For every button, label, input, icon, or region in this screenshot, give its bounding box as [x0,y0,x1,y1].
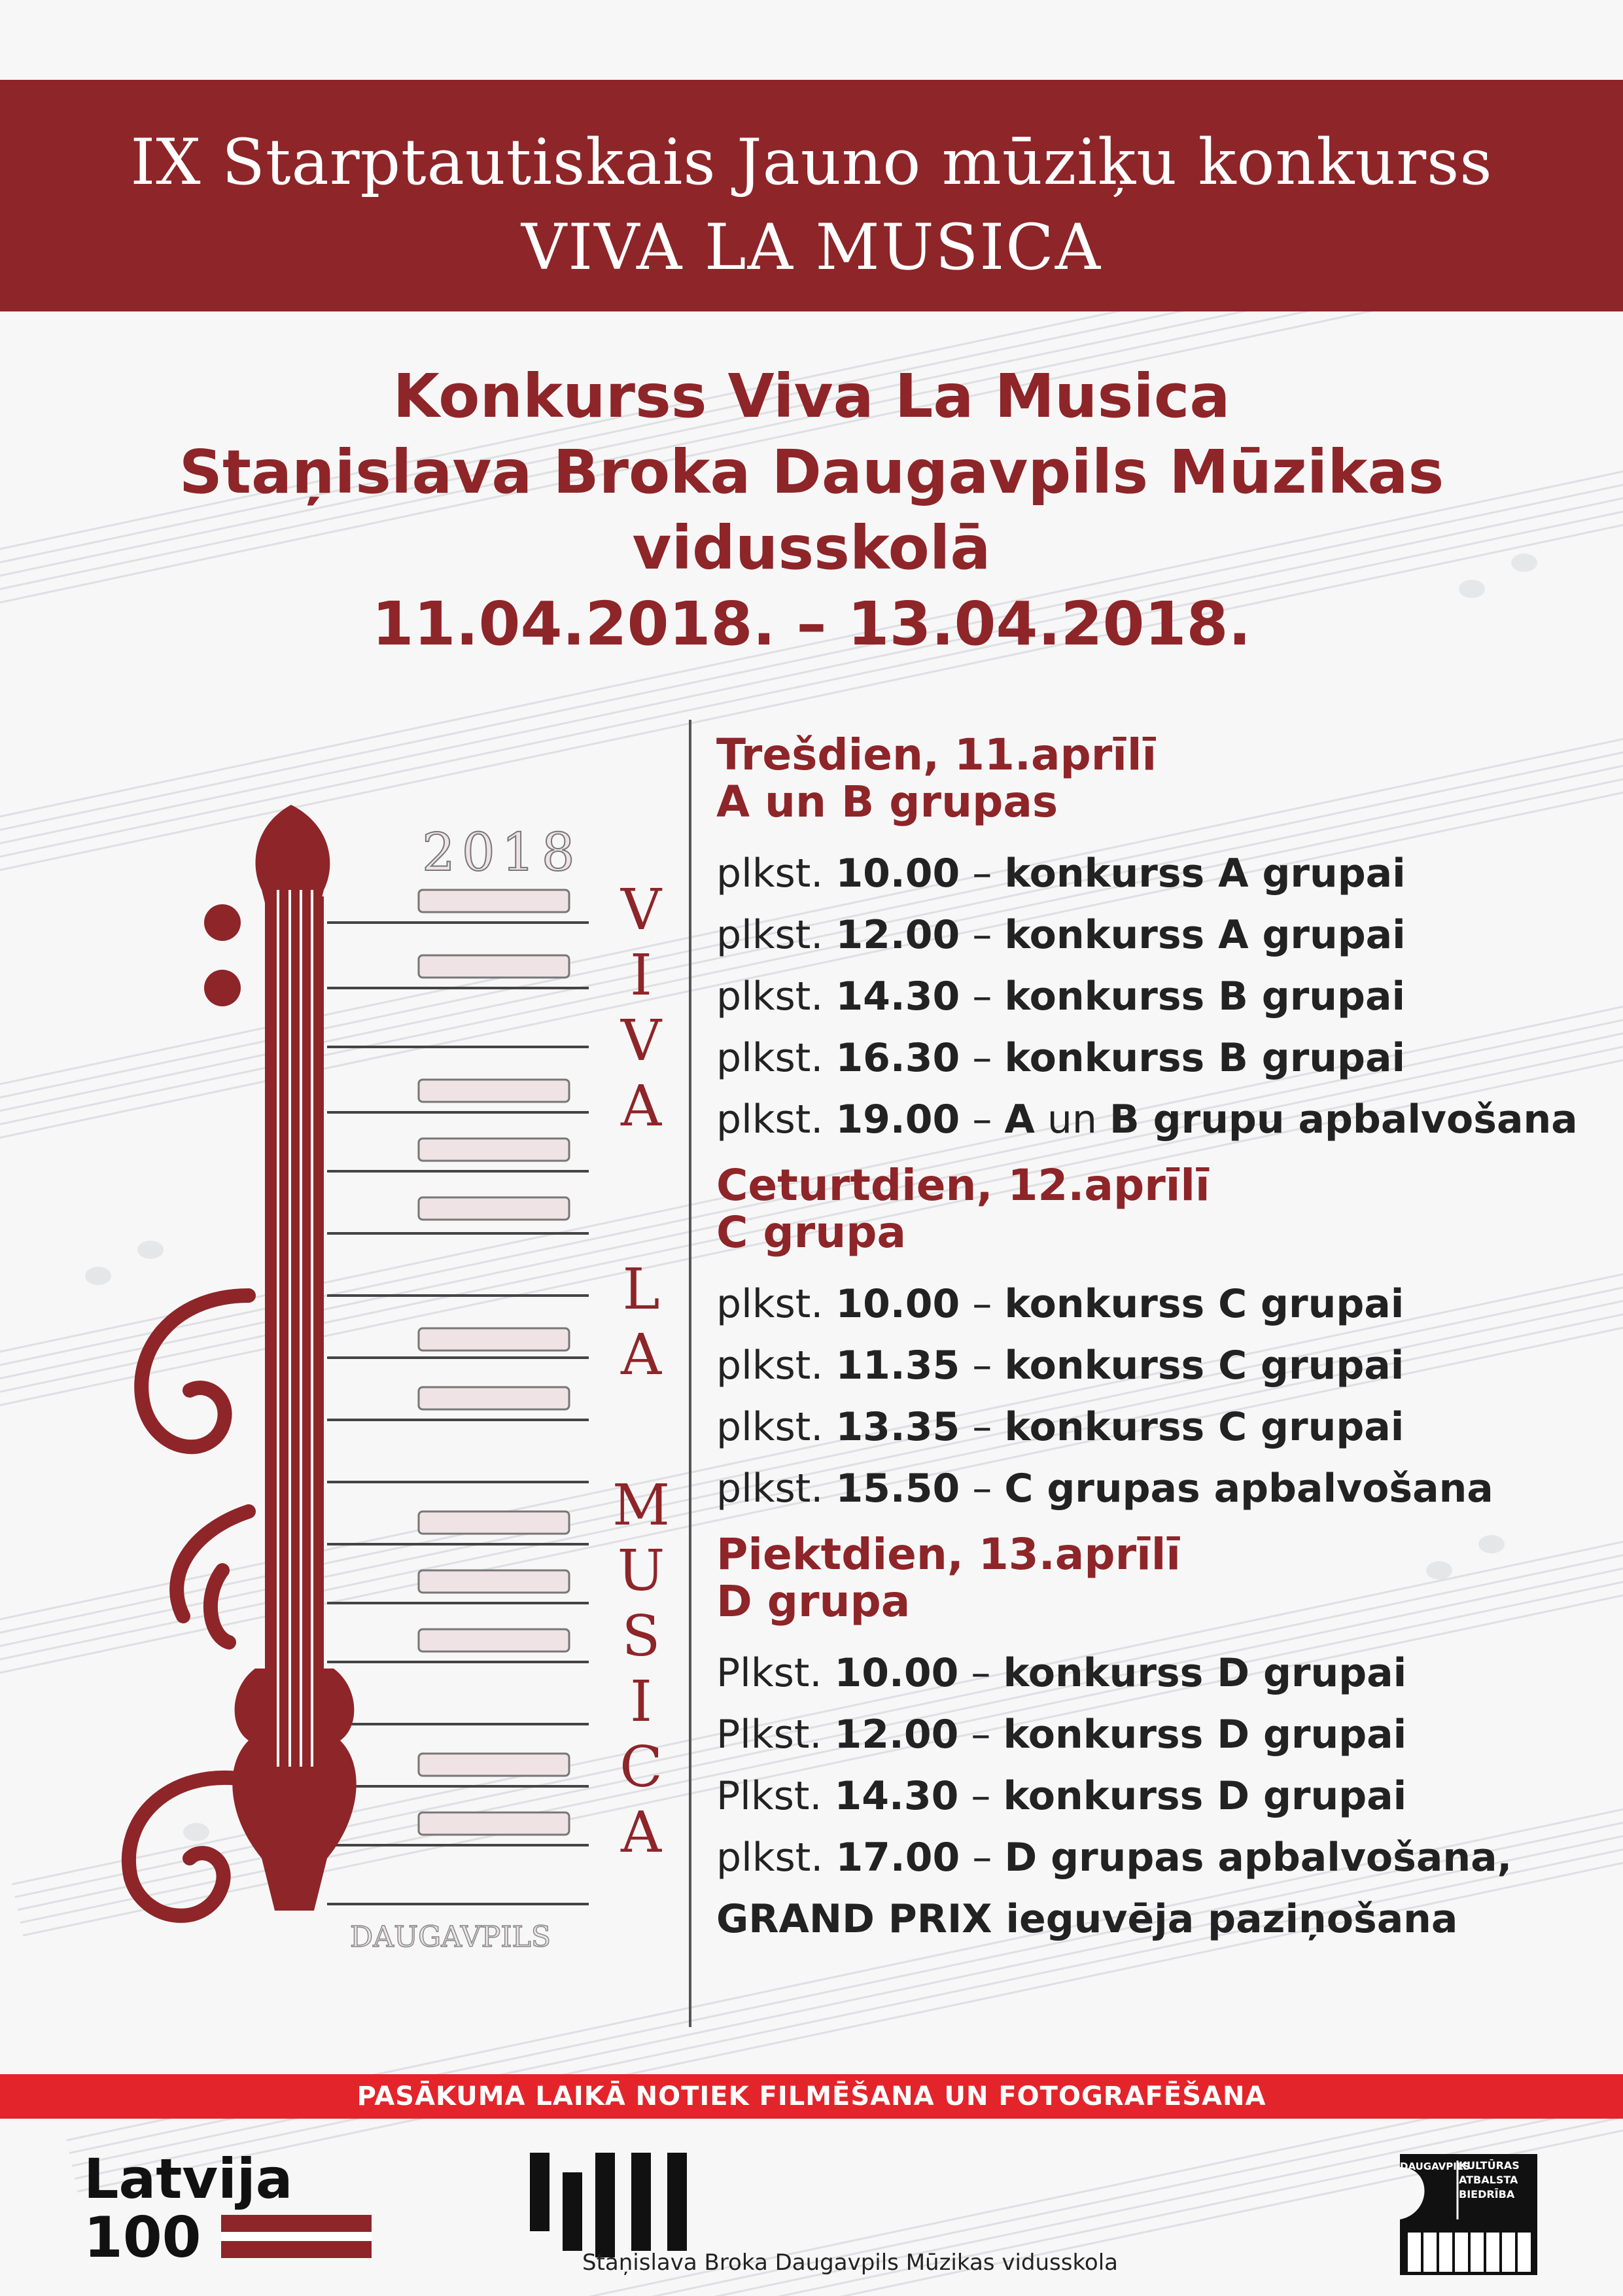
schedule-row: plkst. 17.00 – D grupas apbalvošana, [716,1835,1512,1881]
schedule-day-1 [716,732,1606,1150]
logo-letter: A [620,1322,662,1388]
schedule-row: plkst. 15.50 – C grupas apbalvošana [716,1466,1493,1511]
logo-letter: V [620,877,662,943]
violin-scroll-ornaments [129,1296,249,1916]
schedule-row: Plkst. 10.00 – konkurss D grupai [716,1650,1407,1696]
piano-icon [1393,2154,1544,2278]
logo-city: DAUGAVPILS [350,1920,551,1954]
competition-title: IX Starptautiskais Jauno mūziķu konkurss [130,126,1493,199]
latvian-flag-icon [221,2215,372,2258]
venue-dates: 11.04.2018. – 13.04.2018. [372,589,1251,659]
logo-letter: S [621,1604,661,1669]
day-heading: Trešdien, 11.aprīlī [716,730,1157,780]
schedule-row: plkst. 16.30 – konkurss B grupai [716,1035,1406,1081]
schedule-row: plkst. 10.00 – konkurss A grupai [716,851,1406,896]
venue-line-2: Staņislava Broka Daugavpils Mūzikas [179,437,1444,507]
viva-la-musica-logo [92,798,680,1976]
day-heading: Piektdien, 13.aprīlī [716,1529,1181,1580]
assoc-line: KULTŪRAS [1459,2159,1520,2172]
school-name: Staņislava Broka Daugavpils Mūzikas vidusskola [582,2250,1119,2276]
schedule-day-2 [716,1162,1606,1519]
schedule [716,732,1606,1962]
venue-line-1: Konkurss Viva La Musica [393,361,1230,431]
filming-notice: PASĀKUMA LAIKĀ NOTIEK FILMĒŠANA UN FOTOGRAFĒŠANA [0,2074,1623,2119]
group-heading: D grupa [716,1576,911,1627]
latvija-number: 100 [84,2205,201,2270]
schedule-row: Plkst. 14.30 – konkurss D grupai [716,1773,1407,1819]
schedule-row: Plkst. 12.00 – konkurss D grupai [716,1712,1407,1757]
schedule-day-3 [716,1531,1606,1950]
school-bars-icon [523,2153,693,2257]
logo-letter: A [620,1074,662,1139]
assoc-line: ATBALSTA [1459,2174,1518,2186]
schedule-row: plkst. 11.35 – konkurss C grupai [716,1343,1405,1388]
schedule-row: plkst. 14.30 – konkurss B grupai [716,974,1406,1019]
logo-letter: M [612,1473,671,1538]
association-logo [1393,2154,1544,2278]
latvija-word: Latvija [84,2147,293,2211]
assoc-city: DAUGAVPILS [1400,2161,1471,2172]
logo-letter: U [617,1538,665,1604]
schedule-row: GRAND PRIX ieguvēja paziņošana [716,1896,1458,1942]
logo-letter: C [620,1735,663,1800]
logo-letter: V [620,1008,662,1074]
assoc-line: BIEDRĪBA [1459,2188,1515,2200]
group-heading: A un B grupas [716,777,1058,827]
schedule-row: plkst. 10.00 – konkurss C grupai [716,1281,1405,1327]
logo-year: 2018 [422,822,582,883]
title-banner [0,80,1623,311]
group-heading: C grupa [716,1207,906,1258]
schedule-row: plkst. 12.00 – konkurss A grupai [716,912,1406,958]
logo-letter: A [620,1800,662,1865]
latvija-100-logo [84,2147,293,2270]
logo-vertical-letters [612,877,670,1865]
logo-letter: L [622,1257,660,1322]
schedule-row: plkst. 19.00 – A un B grupu apbalvošana [716,1097,1578,1142]
day-heading: Ceturtdien, 12.aprīlī [716,1160,1210,1210]
competition-name: VIVA LA MUSICA [521,211,1102,284]
schedule-row: plkst. 13.35 – konkurss C grupai [716,1404,1405,1450]
piano-keys [327,890,589,1904]
venue-heading [0,359,1623,662]
schedule-divider [689,720,691,2027]
venue-line-3: vidusskolā [632,513,991,583]
logo-letter: I [630,943,652,1008]
logo-letter: I [630,1669,652,1735]
